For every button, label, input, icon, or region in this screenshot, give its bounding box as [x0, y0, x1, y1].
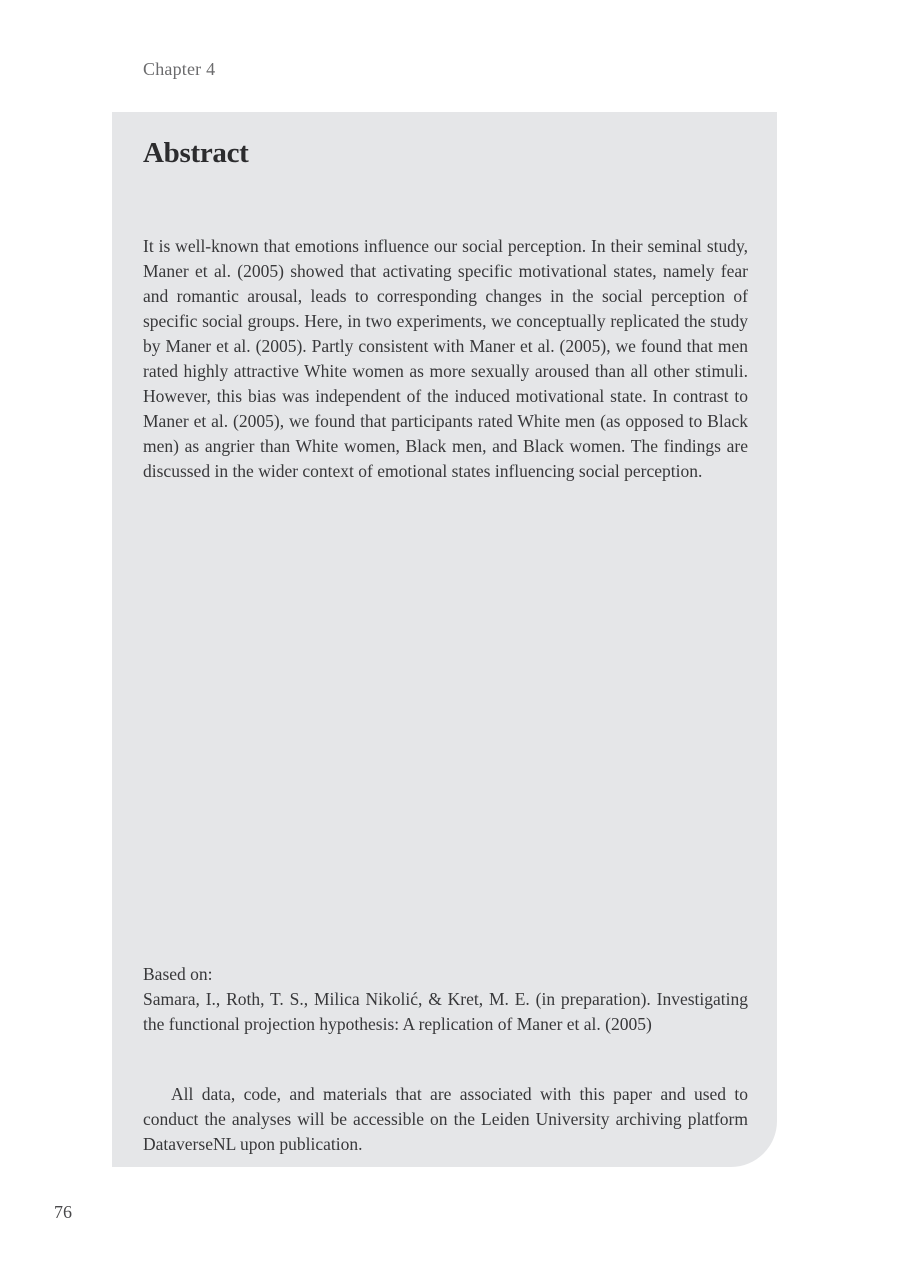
- abstract-title: Abstract: [143, 137, 249, 169]
- based-on-block: [143, 962, 748, 1037]
- abstract-body-text: It is well-known that emotions influence our social perception. In their seminal study, Maner et al. (2005) showed that activating specific motivational states, namely fear and romantic arousal, leads to corresponding changes in the social perception of specific social groups. Here, in two experiments, we conceptually replicated the study by Maner et al. (2005). Partly consistent with Maner et al. (2005), we found that men rated highly attractive White women as more sexually aroused than all other stimuli. However, this bias was independent of the induced motivational state. In contrast to Maner et al. (2005), we found that participants rated White men (as opposed to Black men) as angrier than White women, Black men, and Black women. The findings are discussed in the wider context of emotional states influencing social perception.: [143, 236, 748, 481]
- data-availability-text: All data, code, and materials that are associated with this paper and used to conduct the analyses will be accessible on the Leiden University archiving platform DataverseNL upon publication.: [143, 1084, 748, 1154]
- page-number: 76: [54, 1202, 72, 1222]
- citation-text: Samara, I., Roth, T. S., Milica Nikolić, & Kret, M. E. (in preparation). Investigating the functional projection hypothesis: A replication of Maner et al. (2005): [143, 989, 748, 1034]
- chapter-label: Chapter 4: [143, 59, 216, 79]
- based-on-label: Based on:: [143, 964, 213, 984]
- abstract-box: [112, 112, 777, 1167]
